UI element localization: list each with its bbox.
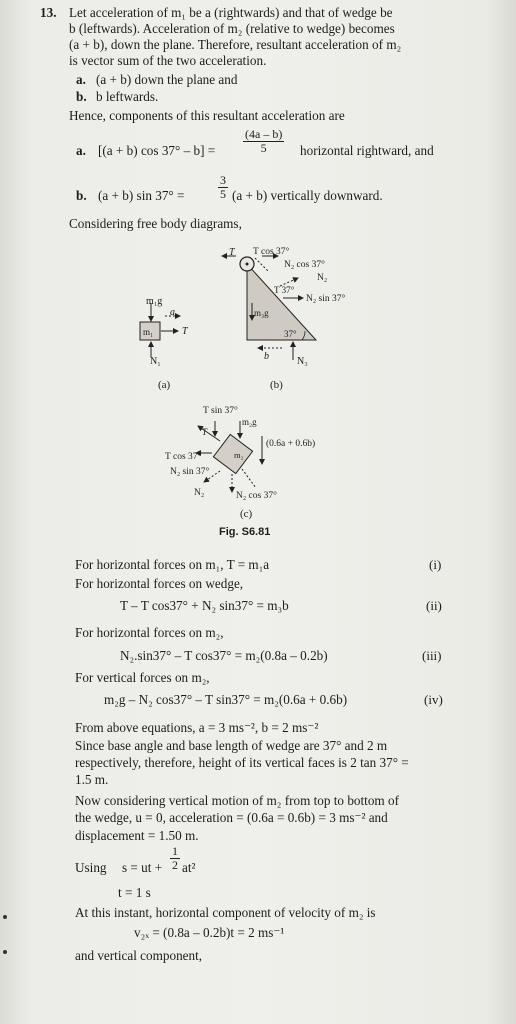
solution-line-6: the wedge, u = 0, acceleration = (0.6a = 0.6b) = 3 ms⁻² and [75, 810, 388, 825]
c-acc-label: (0.6a + 0.6b) [266, 439, 316, 449]
solution-line-3: respectively, therefore, height of its vertical faces is 2 tan 37° = [75, 755, 409, 770]
b-m3g-label: m₃g [254, 308, 269, 318]
component-b-numerator: 3 [220, 173, 226, 187]
using-eq-right: at² [182, 860, 196, 875]
a-N1-label: N₁ [150, 356, 161, 367]
sub-c-label: (c) [240, 508, 253, 520]
b-N2cos-label: N₂ cos 37° [284, 260, 325, 270]
margin-mark-2 [3, 950, 7, 954]
c-m2-label: m₂ [234, 450, 244, 460]
component-a-left: [(a + b) cos 37° – b] = [98, 143, 216, 158]
component-a-denominator: 5 [260, 141, 267, 155]
eq4-number: (iv) [424, 692, 443, 707]
list-label-a: a. [76, 72, 86, 87]
component-b-label: b. [76, 188, 87, 203]
component-b-fraction [218, 174, 228, 201]
hence-line: Hence, components of this resultant acceleration are [69, 108, 345, 123]
a-T-label: T [182, 326, 188, 337]
using-numerator: 1 [172, 844, 178, 858]
list-label-b: b. [76, 89, 87, 104]
time-result: t = 1 s [118, 885, 151, 900]
fbd-line: Considering free body diagrams, [69, 216, 242, 231]
b-Tcos-label: T cos 37° [253, 247, 290, 257]
c-N2sin-label: N₂ sin 37° [170, 467, 210, 477]
eq3-equation: N₂.sin37° – T cos37° = m₂(0.8a – 0.2b) [120, 648, 328, 663]
component-b-left: (a + b) sin 37° = [98, 188, 185, 203]
list-text-b: b leftwards. [96, 89, 159, 104]
eq4-equation: m₂g – N₂ cos37° – T sin37° = m₂(0.6a + 0.6b) [104, 692, 348, 707]
margin-mark-1 [3, 915, 7, 919]
eq4-intro: For vertical forces on m₂, [75, 670, 210, 685]
c-Tcos-label: T cos 37° [165, 452, 202, 462]
eq2-equation: T – T cos37° + N₂ sin37° = m₃b [120, 598, 289, 613]
c-Tsin-label: T sin 37° [203, 406, 238, 416]
intro-line-2: b (leftwards). Acceleration of m₂ (relative to wedge) becomes [69, 21, 395, 36]
component-a-numerator: (4a – b) [245, 127, 283, 141]
using-fraction [170, 845, 180, 872]
solution-line-9: and vertical component, [75, 948, 203, 963]
component-a-label: a. [76, 143, 86, 158]
c-N2cos-label: N₂ cos 37° [236, 491, 277, 501]
solution-line-1: From above equations, a = 3 ms⁻², b = 2 ms⁻² [75, 720, 319, 735]
v2x-equation: v₂ₓ = (0.8a – 0.2b)t = 2 ms⁻¹ [134, 925, 285, 940]
sub-b-label: (b) [270, 379, 283, 391]
solution-line-8: At this instant, horizontal component of velocity of m₂ is [75, 905, 376, 920]
b-angle-label: 37° [284, 329, 297, 339]
c-m2g-label: m₂g [242, 417, 257, 427]
b-N2sin-label: N₂ sin 37° [306, 294, 346, 304]
b-N2-label: N₂ [317, 273, 328, 283]
free-body-diagrams [0, 236, 516, 556]
eq3-intro: For horizontal forces on m₂, [75, 625, 224, 640]
sub-a-label: (a) [158, 379, 171, 391]
component-b-right: (a + b) vertically downward. [232, 188, 383, 203]
eq2-intro: For horizontal forces on wedge, [75, 576, 244, 591]
a-a-label: a [170, 307, 175, 318]
b-N3-label: N₃ [297, 356, 308, 367]
intro-line-3: (a + b), down the plane. Therefore, resultant acceleration of m₂ [69, 37, 402, 52]
eq2-number: (ii) [426, 598, 442, 613]
intro-line-1: Let acceleration of m₁ be a (rightwards) and that of wedge be [69, 5, 393, 20]
b-T-label: T [229, 247, 235, 258]
figure-caption: Fig. S6.81 [219, 526, 271, 538]
eq1-number: (i) [429, 557, 442, 572]
eq1-line: For horizontal forces on m₁, T = m₁a [75, 557, 270, 572]
a-m1-label: m₁ [143, 327, 154, 337]
solution-line-4: 1.5 m. [75, 772, 109, 787]
solution-line-2: Since base angle and base length of wedge are 37° and 2 m [75, 738, 388, 753]
list-text-a: (a + b) down the plane and [96, 72, 238, 87]
solution-line-5: Now considering vertical motion of m₂ from top to bottom of [75, 793, 399, 808]
solution-line-7: displacement = 1.50 m. [75, 828, 199, 843]
c-T-label: T [202, 427, 208, 437]
c-N2-label: N₂ [194, 488, 205, 498]
problem-number: 13. [40, 5, 57, 20]
using-denominator: 2 [172, 858, 178, 872]
component-a-right: horizontal rightward, and [300, 143, 434, 158]
using-label: Using [75, 860, 107, 875]
intro-line-4: is vector sum of the two acceleration. [69, 53, 267, 68]
eq3-number: (iii) [422, 648, 442, 663]
a-m1g-label: m₁g [146, 296, 163, 307]
component-a-fraction [243, 128, 284, 155]
b-b-label: b [264, 351, 269, 362]
using-eq-left: s = ut + [122, 860, 163, 875]
component-b-denominator: 5 [220, 187, 226, 201]
b-T37-label: T 37° [274, 285, 295, 295]
